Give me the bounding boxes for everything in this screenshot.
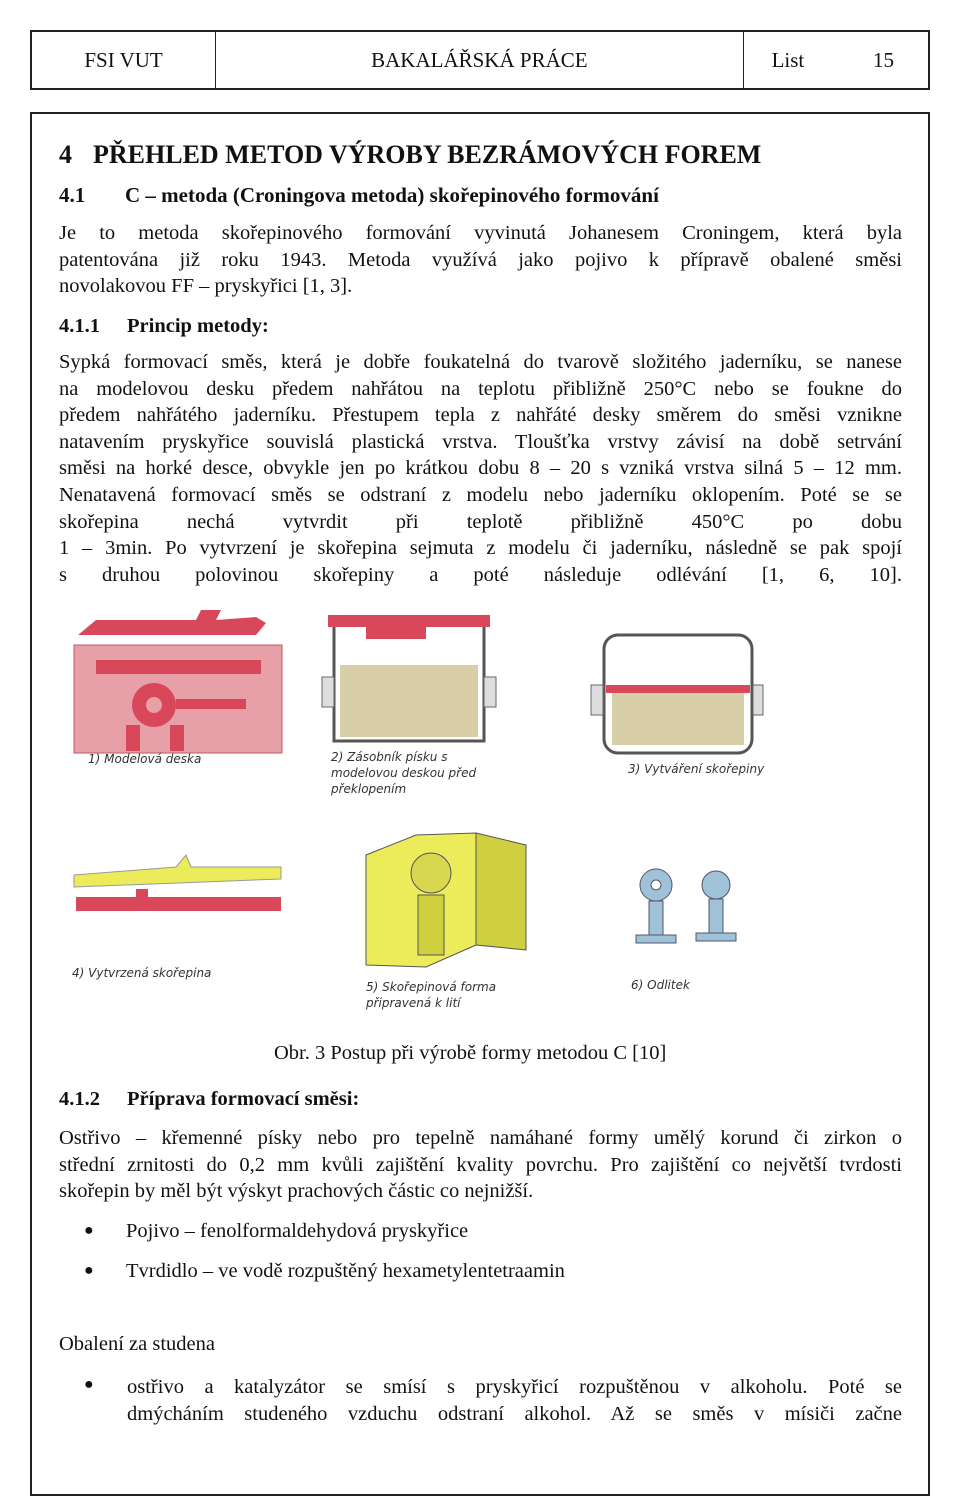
- figure-label-2b: modelovou deskou před: [331, 766, 477, 780]
- intro-line: novolakovou FF – pryskyřici [1, 3].: [59, 275, 353, 298]
- bullet-item-hardener: [84, 1258, 565, 1285]
- principle-line: skořepina nechá vytvrdit při teplotě přibližně 450°C po dobu: [59, 510, 902, 533]
- bullet-item-cold-coating: [84, 1374, 902, 1427]
- bullet-dot: ●: [84, 1222, 94, 1239]
- intro-line: patentována již roku 1943. Metoda využívá jako pojivo k přípravě obalené směsi: [59, 248, 902, 271]
- subsection-title-text: Princip metody:: [127, 315, 269, 337]
- principle-line: Sypká formovací směs, která je dobře foukatelná do tvarově složitého jaderníku, se nanese: [59, 351, 902, 373]
- header-page-number: 15: [873, 47, 894, 72]
- figure-caption: Obr. 3 Postup při výrobě formy metodou C [10]: [274, 1042, 667, 1064]
- prep-line: střední zrnitosti do 0,2 mm kvůli zajištění kvality povrchu. Pro zajištění co největší tvrdosti: [59, 1153, 902, 1176]
- prep-line: Ostřivo – křemenné písky nebo pro tepelně namáhané formy umělý korund či zirkon o: [59, 1127, 902, 1149]
- subsection-number: 4.1.1: [59, 315, 100, 337]
- section-title: [59, 183, 659, 208]
- figure-label-4: 4) Vytvrzená skořepina: [72, 966, 212, 980]
- sand-box-illustration: [322, 615, 496, 741]
- preparation-paragraph: [59, 1125, 902, 1205]
- figure-label-2a: 2) Zásobník písku s: [331, 750, 448, 764]
- intro-paragraph: [59, 220, 902, 300]
- figure-label-6: 6) Odlitek: [631, 978, 690, 992]
- bullet-dot: ●: [84, 1376, 94, 1393]
- bullet-text: Tvrdidlo – ve vodě rozpuštěný hexametylentetraamin: [126, 1260, 565, 1282]
- figure-label-5b: připravená k lití: [366, 996, 461, 1010]
- subsection-title-text: Příprava formovací směsi:: [127, 1088, 360, 1110]
- bullet-text: [127, 1374, 902, 1427]
- bullet-dot: ●: [84, 1262, 94, 1279]
- shell-molding-figure: [66, 605, 766, 1045]
- header-faculty: FSI VUT: [32, 32, 216, 88]
- figure-label-5a: 5) Skořepinová forma: [366, 980, 497, 994]
- subsection-title-principle: [59, 315, 269, 338]
- figure-label-1: 1) Modelová deska: [88, 752, 202, 766]
- chapter-number: 4: [59, 140, 72, 169]
- principle-line: 1 – 3min. Po vytvrzení je skořepina sejmuta z modelu či jaderníku, následně se pak spojí: [59, 537, 902, 560]
- model-plate-illustration: [74, 610, 282, 753]
- chapter-title: [59, 140, 761, 170]
- principle-line: na modelovou desku předem nahřátou na teplotu přibližně 250°C nebo se foukne do: [59, 377, 902, 400]
- figure-label-2c: překlopením: [331, 782, 407, 796]
- bullet-item-binder: [84, 1218, 468, 1245]
- principle-line: směsi na horké desce, obvykle jen po krátkou dobu 8 – 20 s vzniká vrstva silná 5 – 12 mm.: [59, 457, 902, 480]
- subsection-number: 4.1.2: [59, 1088, 100, 1110]
- subsection-title-preparation: [59, 1088, 359, 1111]
- principle-line: s druhou polovinou skořepiny a poté následuje odlévání [1, 6, 10].: [59, 563, 902, 586]
- bullet-line: ostřivo a katalyzátor se smísí s pryskyřicí rozpuštěnou v alkoholu. Poté se: [127, 1376, 902, 1398]
- shell-mould-illustration: [366, 833, 526, 967]
- cured-shell-illustration: [74, 855, 281, 911]
- intro-line: Je to metoda skořepinového formování vyvinutá Johanesem Croningem, která byla: [59, 222, 902, 244]
- shell-forming-illustration: [591, 635, 763, 753]
- casting-illustration: [636, 869, 736, 943]
- header-list-label: List: [771, 47, 805, 72]
- bullet-line: dmýcháním studeného vzduchu odstraní alkohol. Až se směs v mísiči začne: [127, 1402, 902, 1425]
- cold-coating-heading: Obalení za studena: [59, 1333, 215, 1355]
- chapter-title-text: PŘEHLED METOD VÝROBY BEZRÁMOVÝCH FOREM: [93, 140, 762, 169]
- principle-line: Nenatavená formovací směs se odstraní z modelu nebo jaderníku oklopením. Poté se se: [59, 483, 902, 506]
- section-title-text: C – metoda (Croningova metoda) skořepinového formování: [125, 183, 659, 207]
- page-header: [30, 30, 930, 90]
- header-page: [744, 32, 928, 88]
- section-number: 4.1: [59, 183, 86, 207]
- figure-label-3: 3) Vytváření skořepiny: [628, 762, 765, 776]
- principle-line: předem nahřátého jaderníku. Přestupem tepla z nahřáté desky směrem do směsi vznikne: [59, 404, 902, 427]
- principle-paragraph: [59, 349, 902, 588]
- bullet-text: Pojivo – fenolformaldehydová pryskyřice: [126, 1220, 469, 1242]
- prep-line: skořepin by měl být výskyt prachových částic co nejnižší.: [59, 1180, 534, 1203]
- header-thesis-type: BAKALÁŘSKÁ PRÁCE: [216, 32, 743, 88]
- principle-line: natavením pryskyřice souvislá plastická vrstva. Tloušťka vrstvy závisí na době setrvání: [59, 430, 902, 453]
